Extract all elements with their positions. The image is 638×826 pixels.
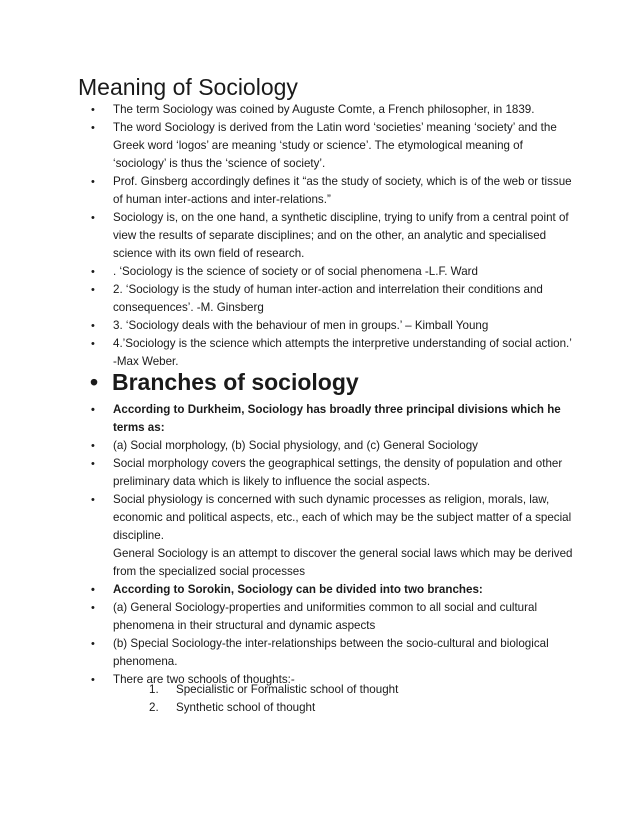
list-item-text: 4.’Sociology is the science which attempts the interpretive understanding of social action.’ -Max Weber.: [113, 337, 572, 368]
numbered-item-text: Synthetic school of thought: [176, 701, 316, 714]
bullet-icon: •: [91, 494, 95, 506]
section-title-meaning: Meaning of Sociology: [78, 74, 298, 100]
bullet-icon: •: [91, 122, 95, 134]
bullet-icon: •: [91, 284, 95, 296]
bullet-icon: •: [91, 320, 95, 332]
list-item: [0, 173, 638, 209]
bullet-icon: •: [91, 212, 95, 224]
bullet-icon: •: [91, 338, 95, 350]
list-item-text: Social morphology covers the geographical settings, the density of population and other preliminary data which is likely to influence the social aspects.: [113, 457, 563, 488]
bullet-icon: •: [91, 104, 95, 116]
list-item: [0, 101, 638, 119]
list-item-continuation: General Sociology is an attempt to discover the general social laws which may be derived from the specialized social processes: [113, 547, 573, 578]
list-item-text: Sociology is, on the one hand, a synthetic discipline, trying to unify from a central point of view the results of separate disciplines; and on the other, an analytic and specialised science with its own field of research.: [113, 211, 569, 260]
list-item: [0, 209, 638, 263]
list-item-text: The term Sociology was coined by Auguste Comte, a French philosopher, in 1839.: [113, 103, 535, 116]
branches-list: [0, 401, 638, 689]
bullet-icon: •: [91, 176, 95, 188]
list-item-text: According to Sorokin, Sociology can be divided into two branches:: [113, 583, 483, 596]
list-item: [0, 491, 638, 581]
list-item-text: There are two schools of thoughts:-: [113, 673, 295, 686]
list-item: [0, 335, 638, 371]
list-item: [0, 635, 638, 671]
meaning-list: [0, 101, 638, 371]
bullet-icon: •: [90, 369, 99, 395]
list-item: [0, 119, 638, 173]
list-item-text: Social physiology is concerned with such dynamic processes as religion, morals, law, economic and political aspects, etc., each of which may be the subject matter of a special discipline.: [113, 493, 572, 542]
list-item: [0, 401, 638, 437]
section-title-branches: [90, 367, 359, 397]
bullet-icon: •: [91, 266, 95, 278]
bullet-icon: •: [91, 674, 95, 686]
list-item: [0, 455, 638, 491]
bullet-icon: •: [91, 440, 95, 452]
bullet-icon: •: [91, 638, 95, 650]
numbered-item-text: Specialistic or Formalistic school of thought: [176, 683, 399, 696]
schools-list: [0, 681, 638, 717]
list-item-text: The word Sociology is derived from the Latin word ‘societies’ meaning ‘society’ and the Greek word ‘logos’ are meaning ‘study or science’. The etymological meaning of ‘sociology’ is thus the ‘science of society’.: [113, 121, 557, 170]
list-item-text: Prof. Ginsberg accordingly defines it “as the study of society, which is of the web or tissue of human inter-actions and inter-relations.”: [113, 175, 572, 206]
bullet-icon: •: [91, 602, 95, 614]
bullet-icon: •: [91, 458, 95, 470]
list-item-text: 2. ‘Sociology is the study of human inter-action and interrelation their conditions and consequences’. -M. Ginsberg: [113, 283, 543, 314]
list-item-text: According to Durkheim, Sociology has broadly three principal divisions which he terms as:: [113, 403, 561, 434]
list-item-text: (a) Social morphology, (b) Social physiology, and (c) General Sociology: [113, 439, 478, 452]
list-item: [0, 437, 638, 455]
item-number: 2.: [149, 701, 159, 714]
section-title-text: Branches of sociology: [112, 369, 359, 395]
list-item: [0, 599, 638, 635]
list-item: [0, 263, 638, 281]
numbered-item: [0, 681, 638, 699]
list-item-text: . ‘Sociology is the science of society or of social phenomena -L.F. Ward: [113, 265, 478, 278]
item-number: 1.: [149, 683, 159, 696]
list-item: [0, 281, 638, 317]
list-item-text: (b) Special Sociology-the inter-relationships between the socio-cultural and biological phenomena.: [113, 637, 549, 668]
list-item-text: 3. ‘Sociology deals with the behaviour of men in groups.’ – Kimball Young: [113, 319, 489, 332]
list-item: [0, 581, 638, 599]
bullet-icon: •: [91, 584, 95, 596]
bullet-icon: •: [91, 404, 95, 416]
list-item: [0, 317, 638, 335]
numbered-item: [0, 699, 638, 717]
list-item-text: (a) General Sociology-properties and uniformities common to all social and cultural phenomena in their structural and dynamic aspects: [113, 601, 538, 632]
